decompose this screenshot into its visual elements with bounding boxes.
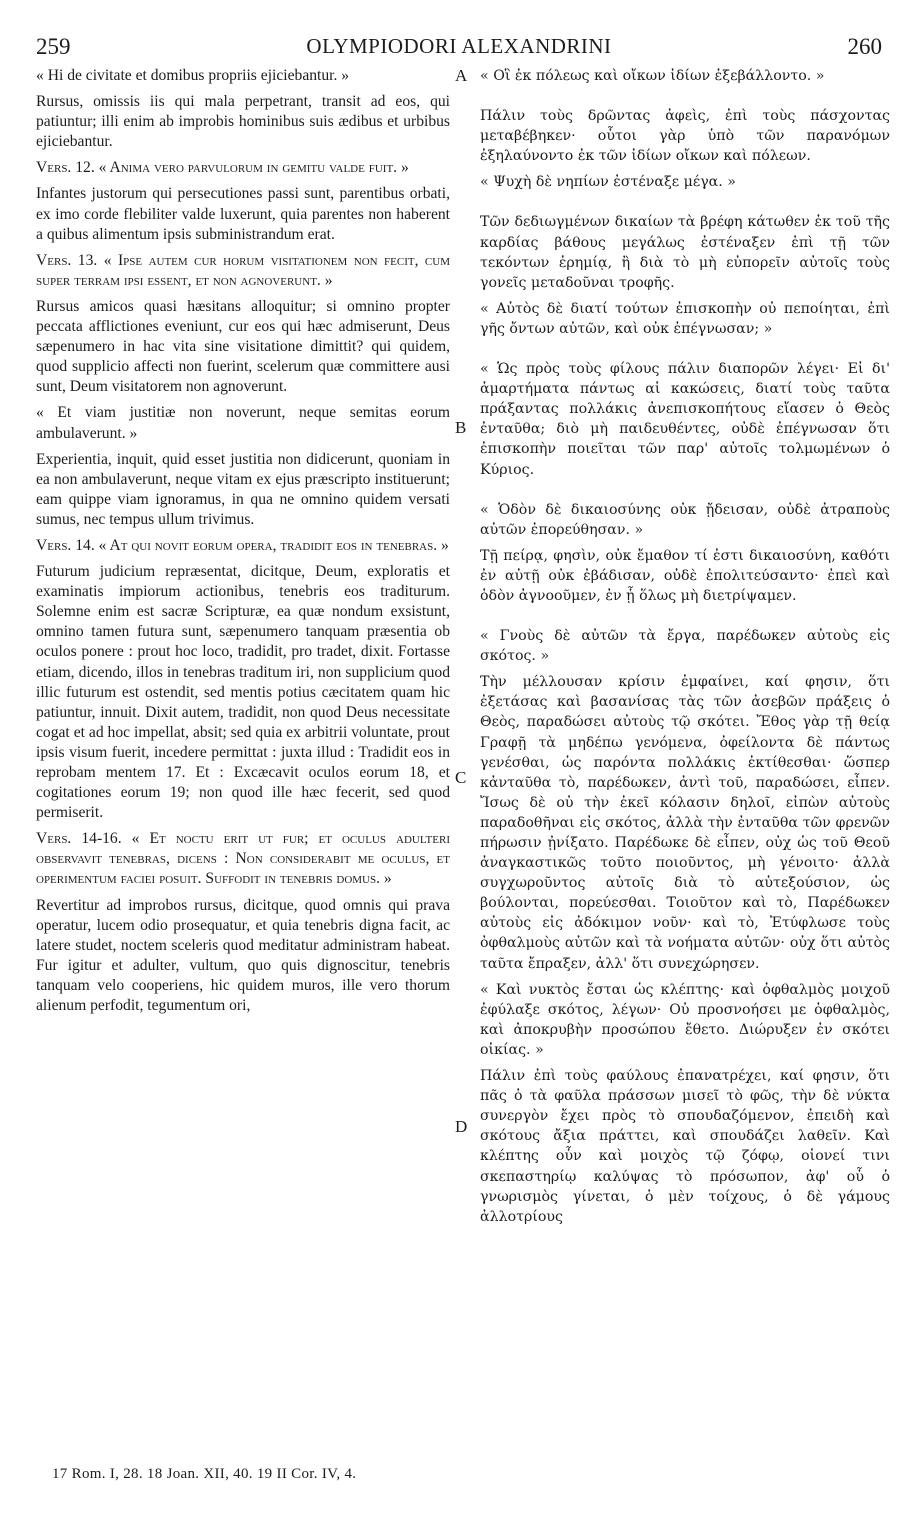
greek-para-8: Πάλιν ἐπὶ τοὺς φαύλους ἐπανατρέχει, καί φησιν, ὅτι πᾶς ὁ τὰ φαῦλα πράσσων μισεῖ τὸ φῶς, τὴν δὲ νύκτα συνεργὸν ἔχει πρὸς τὸ σπουδαζόμενον, ἐπειδὴ καὶ σκότους ἄξια πράττει, καὶ σπουδάζει λαθεῖν. Καὶ κλέπτης οὖν καὶ μοιχὸς τῷ ζόφῳ, οἱονεί τινι σκεπαστηρίῳ καλύψας τὸ πρόσωπον, ἀφ' οὗ ὁ γνωρισμὸς γίνεται, ὁ μὲν τοίχους, ὁ δὲ γάμους ἀλλοτρίους: [480, 1068, 890, 1225]
page-number-left: 259: [36, 34, 71, 59]
greek-verse-13: « Αὐτὸς δὲ διατί τούτων ἐπισκοπὴν οὐ πεποίηται, ἐπὶ γῆς ὄντων αὐτῶν, καὶ οὐκ ἐπέγνωσαν; »: [480, 300, 890, 337]
greek-para-4: « Ὡς πρὸς τοὺς φίλους πάλιν διαπορῶν λέγει· Εἰ δι' ἁμαρτήματα πάντως αἱ κακώσεις, διατί τοὺς ταῦτα πράξαντας πολλάκις ἀνεπισκοπήτους εἴασεν ὁ Θεὸς ἐνταῦθα; διὸ μὴ παιδευθέντες, οὐδὲ ἐπέγνωσαν ὅτι ἐπισκοπὴν ποιεῖται τῶν παρ' αὐτοῖς τολμωμένων ὁ Κύριος.: [480, 361, 890, 478]
greek-column: [480, 66, 890, 1227]
margin-marker-a: A: [455, 66, 468, 85]
latin-para-5: « Et viam justitiæ non noverunt, neque semitas eorum ambulaverunt. »: [36, 404, 450, 442]
latin-para-4: Rursus amicos quasi hæsitans alloquitur; si omnino propter peccata afflictiones eveniunt, cur eos qui hæc admiserunt, Deus sæpenumero in hac vita sine visitatione dimittit? qui quidem, quod supplicio affecti non fuerint, scelerum quæ committere ausi sunt, Deum visitatorem non agnoverunt.: [36, 297, 450, 396]
latin-para-8: Revertitur ad improbos rursus, dicitque, quod omnis qui prava operatur, lucem odio prosequatur, et quia tenebris digna facit, ac latere studet, noctem sceleris quod meditatur administram habeat. Fur igitur et adulter, vultum, quo quis dignoscitur, tenebris tanquam velo cooperiens, hic quidem muros, ille vero thorum alienum perfodit, tegumentum ori,: [36, 896, 450, 1015]
greek-verse-14-16: « Καὶ νυκτὸς ἔσται ὡς κλέπτης· καὶ ὀφθαλμὸς μοιχοῦ ἐφύλαξε σκότος, λέγων· Οὐ προσνοήσει με ὀφθαλμὸς, καὶ ἀποκρυβὴν προσώπου ἔθετο. Διώρυξεν ἐν σκότει οἰκίας. »: [480, 981, 890, 1058]
greek-verse-12: « Ψυχὴ δὲ νηπίων ἐστέναξε μέγα. »: [480, 174, 736, 191]
greek-para-3: Τῶν δεδιωγμένων δικαίων τὰ βρέφη κάτωθεν ἐκ τοῦ τῆς καρδίας βάθους μεγάλως ἐστέναξεν ἐπὶ τῇ τῶν τεκόντων ἐρημίᾳ, ἢ διὰ τὸ μὴ εὐπορεῖν αὐτοῖς τοὺς γονεῖς μεταδοῦναι τροφῆς.: [480, 214, 890, 291]
margin-marker-c: C: [455, 768, 467, 787]
margin-marker-b: B: [455, 418, 467, 437]
latin-verse-14-16: Vers. 14-16. « Et noctu erit ut fur; et oculus adulteri observavit tenebras, dicens : Non considerabit me oculus, et operimentum faciei posuit. Suffodit in tenebris domus. »: [36, 830, 450, 888]
latin-verse-12: Vers. 12. « Anima vero parvulorum in gemitu valde fuit. »: [36, 159, 409, 177]
footnotes: 17 Rom. I, 28. 18 Joan. XII, 40. 19 II Cor. IV, 4.: [52, 1466, 357, 1482]
margin-marker-d: D: [455, 1117, 468, 1136]
latin-para-7: Futurum judicium repræsentat, dicitque, Deum, exploratis et examinatis impiorum actionibus, tenebris eos traditurum. Solemne enim est sacræ Scripturæ, ea quæ nondum exsistunt, omnino tamen futura sunt, sæpenumero tanquam præsentia ob oculos ponere : prout hoc loco, tradidit, pro tradet, dixit. Fortasse etiam, dicendo, illos in tenebras traditum iri, non supplicium quod illic futurum est ostendit, sed mentis potius cæcitatem quam hic patiuntur, innuit. Dixit autem, tradidit, non quod Deus necessitate cogat et ad hoc impellat, absit; sed quia ex arbitrii voluntate, prout ipsis visum fuerit, incedere permittat : juxta illud : Tradidit eos in reprobam mentem 17. Et : Excæcavit oculos eorum 18, et cogitationes eorum 19; non quod ille hæc fecerit, sed quod permiserit.: [36, 563, 450, 822]
greek-para-1: « Οἳ ἐκ πόλεως καὶ οἴκων ἰδίων ἐξεβάλλοντο. »: [480, 68, 825, 84]
latin-verse-14: Vers. 14. « At qui novit eorum opera, tradidit eos in tenebras. »: [36, 536, 449, 554]
greek-para-5: « Ὁδὸν δὲ δικαιοσύνης οὐκ ᾔδεισαν, οὐδὲ ἀτραποὺς αὐτῶν ἐπορεύθησαν. »: [480, 501, 890, 538]
greek-para-7: Τὴν μέλλουσαν κρίσιν ἐμφαίνει, καί φησιν, ὅτι ἐξετάσας καὶ βασανίσας τὰς τῶν ἀσεβῶν πράξεις ὁ Θεὸς, παραδώσει αὐτοὺς τῷ σκότει. Ἔθος γὰρ τῇ θείᾳ Γραφῇ τὰ μηδέπω γενόμενα, ὀφείλοντα δὲ πάντως γενέσθαι, ὡς παρόντα πολλάκις ἐκτίθεσθαι· ὥσπερ κἀνταῦθα τὸ, παρέδωκεν, ἀντὶ τοῦ, παραδώσει, εἶπεν. Ἴσως δὲ οὐ τὴν ἐκεῖ κόλασιν δηλοῖ, εἰπὼν αὐτοὺς παραδοθῆναι εἰς σκότος, ἀλλὰ τὴν ἐνταῦθα τῶν φρενῶν πήρωσιν ᾐνίξατο. Παρέδωκε δὲ εἶπεν, οὐχ ὡς τοῦ Θεοῦ ἀναγκαστικῶς τοῦτο ποιοῦντος, μὴ γένοιτο· ἀλλὰ συγχωροῦντος αὐτοῖς διὰ τὸ αὐτεξούσιον, ὡς βούλονται, πορεύεσθαι. Τοιοῦτον καὶ τὸ, Παρέδωκεν αὐτοὺς εἰς ἀδόκιμον νοῦν· καὶ τὸ, Ἐτύφλωσε τοὺς ὀφθαλμοὺς αὐτῶν καὶ τὰ νοήματα αὐτῶν· οὐχ ὅτι αὐτὸς ταῦτα ἔπραξεν, ἀλλ' ὅτι συνεχώρησεν.: [480, 674, 890, 972]
latin-verse-13: Vers. 13. « Ipse autem cur horum visitationem non fecit, cum super terram ipsi essent, et non agnoverunt. »: [36, 251, 450, 289]
latin-para-6: Experientia, inquit, quid esset justitia non didicerunt, quoniam in ea non ambulaverunt, neque vitam ex ejus præscripto instituerunt; eam quippe viam ignoramus, in qua ne omnino quidem versati sumus, nec tempus ullum trivimus.: [36, 450, 450, 528]
greek-para-2: Πάλιν τοὺς δρῶντας ἀφεὶς, ἐπὶ τοὺς πάσχοντας μεταβέβηκεν· οὗτοι γὰρ ὑπὸ τῶν παρανόμων ἐξηλαύνοντο ἐκ τῶν ἰδίων οἴκων καὶ πόλεων.: [480, 108, 890, 165]
latin-para-2: Rursus, omissis iis qui mala perpetrant, transit ad eos, qui patiuntur; illi enim ab improbis hominibus suis ædibus et urbibus ejiciebantur.: [36, 93, 450, 151]
running-title: OLYMPIODORI ALEXANDRINI: [306, 34, 612, 58]
page-number-right: 260: [847, 34, 882, 59]
running-header: [36, 34, 882, 66]
latin-para-1: « Hi de civitate et domibus propriis ejiciebantur. »: [36, 67, 350, 84]
greek-verse-14: « Γνοὺς δὲ αὐτῶν τὰ ἔργα, παρέδωκεν αὐτοὺς εἰς σκότος. »: [480, 628, 890, 665]
greek-para-6: Τῇ πείρᾳ, φησὶν, οὐκ ἔμαθον τί ἐστι δικαιοσύνη, καθότι ἐν αὐτῇ οὐκ ἐβάδισαν, οὐδὲ ἐπολιτεύσαντο· ἐπεὶ καὶ ὁδὸν ἀγνοοῦμεν, ἐν ᾗ ὅλως μὴ διετρίψαμεν.: [480, 547, 890, 604]
latin-para-3: Infantes justorum qui persecutiones passi sunt, parentibus orbati, ex imo corde flebiliter valde luxerunt, quia parentes non haberent a quibus alimentum ipsis subministrandum erat.: [36, 185, 450, 243]
latin-column: [36, 66, 450, 1016]
